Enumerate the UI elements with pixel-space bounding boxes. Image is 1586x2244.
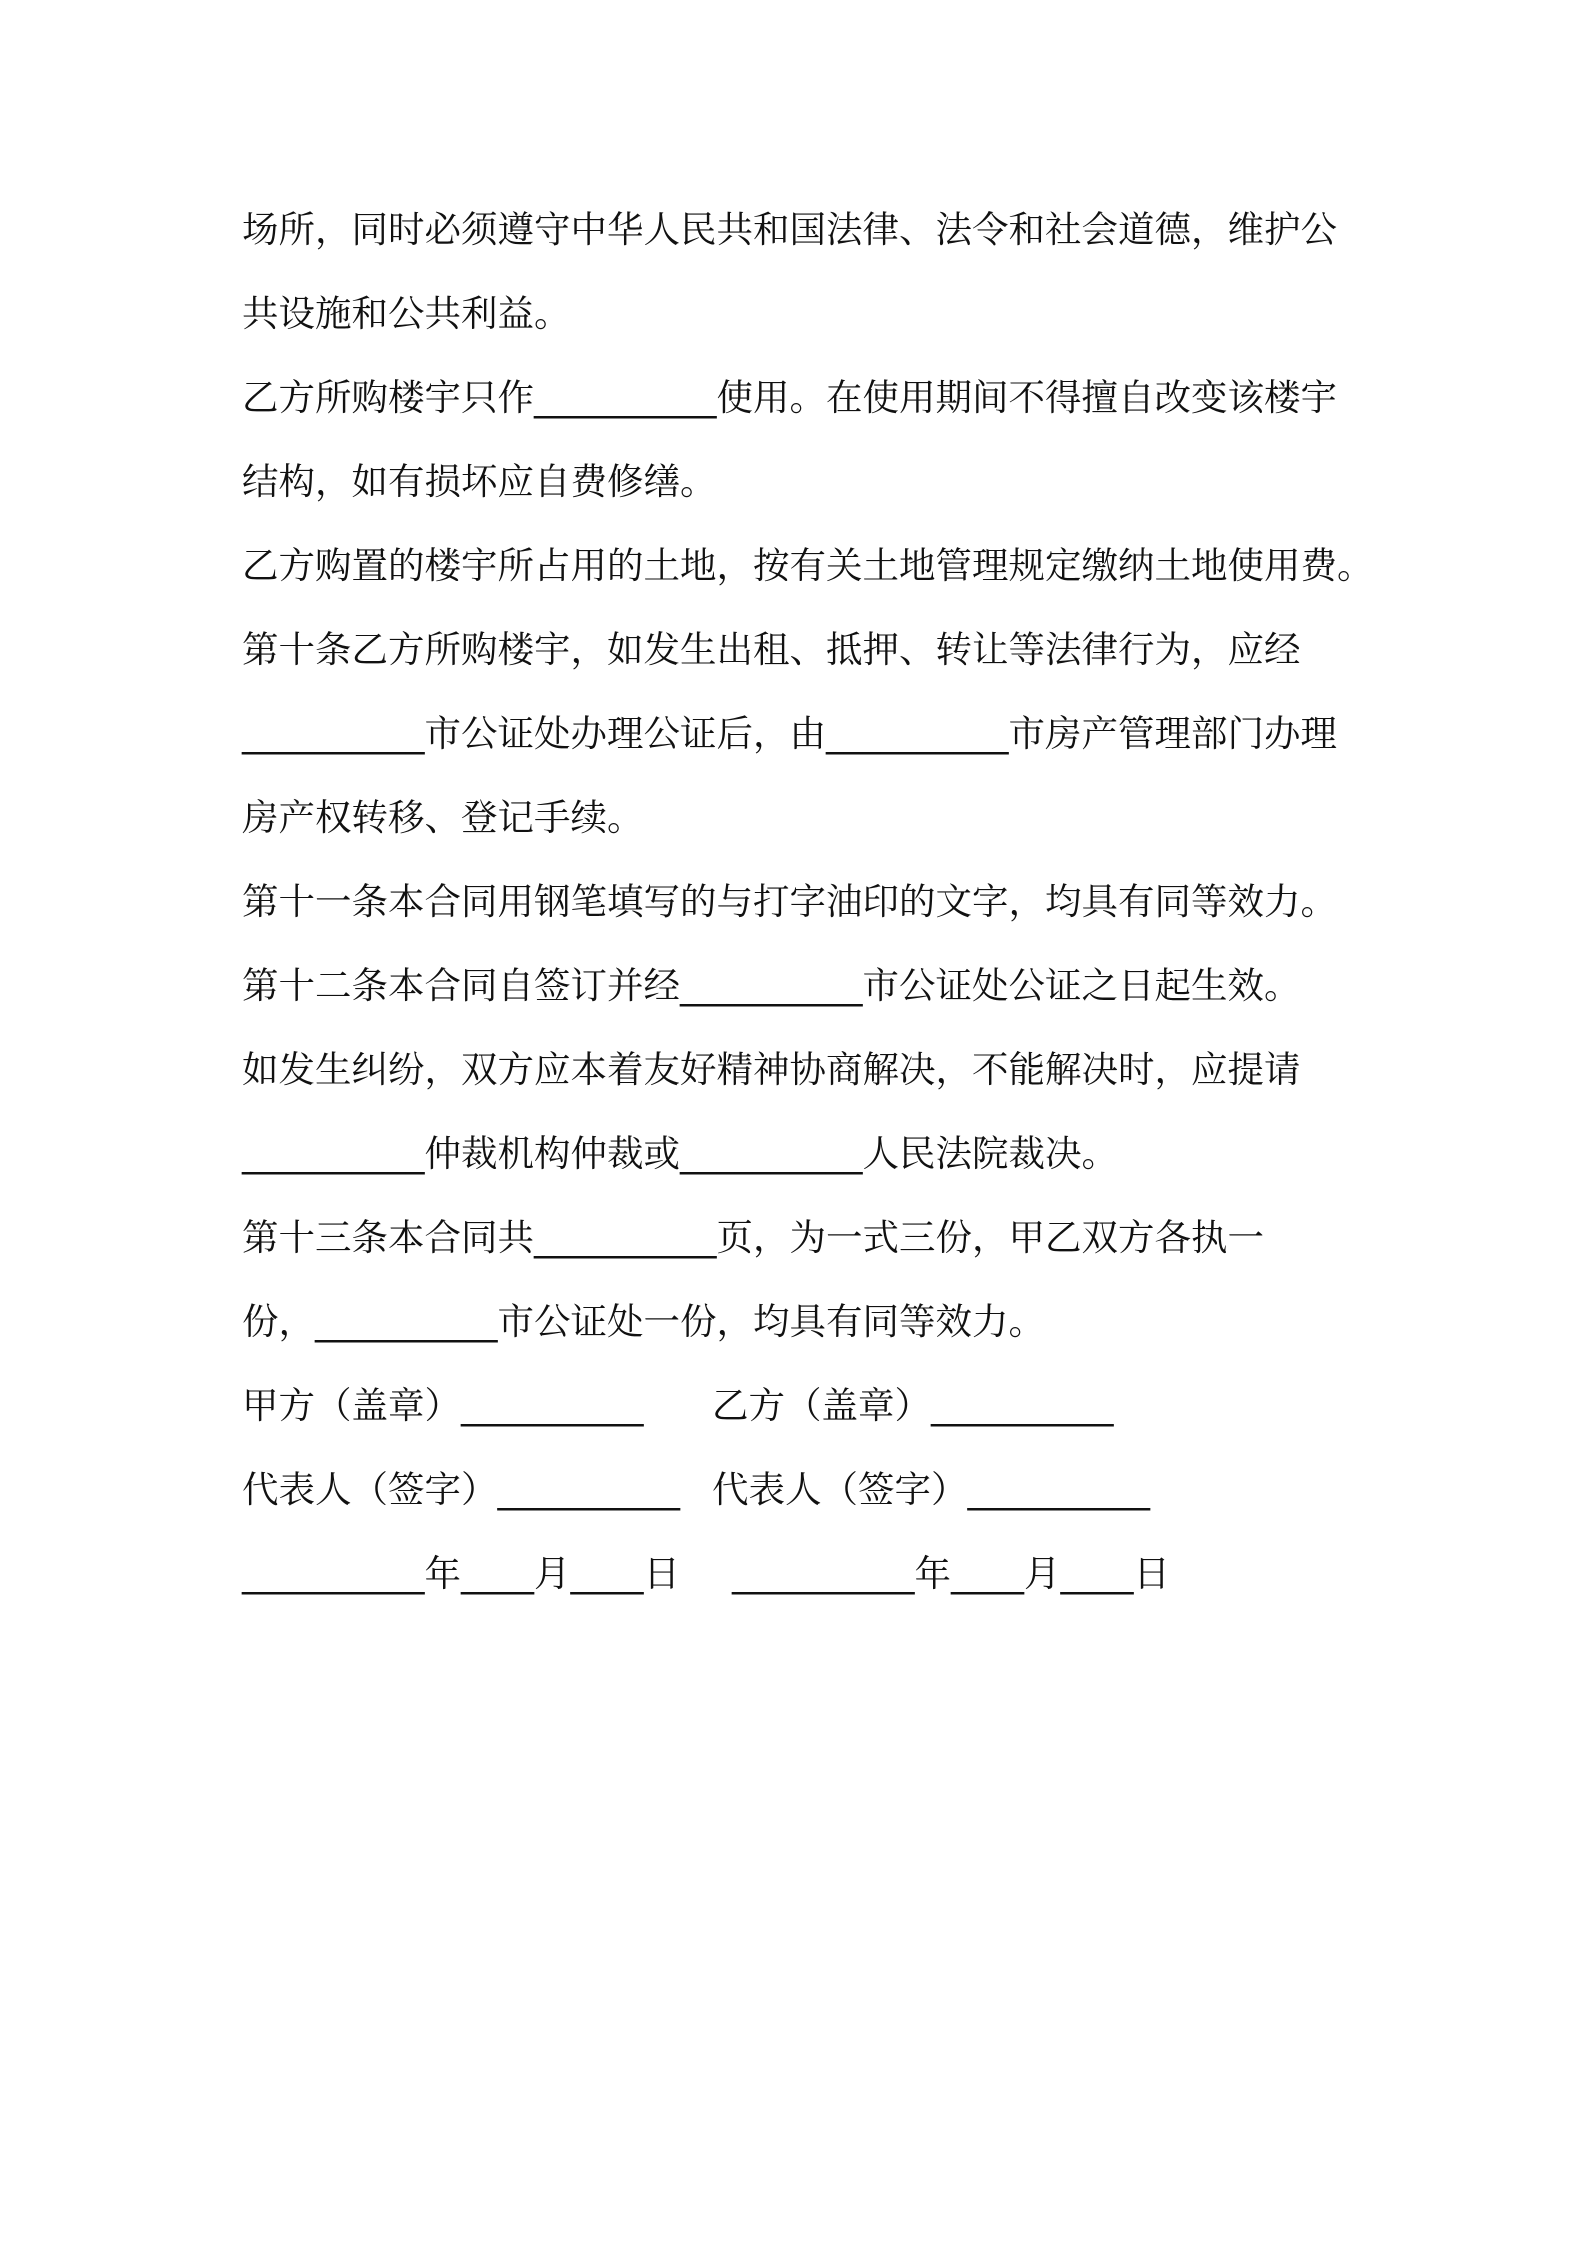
paragraph-line: 份，__________市公证处一份，均具有同等效力。 [242, 1300, 1045, 1343]
party-b-representative: 代表人（签字）__________ [712, 1468, 1150, 1511]
party-b-date: __________年____月____日 [732, 1552, 1170, 1595]
paragraph-line: 共设施和公共利益。 [242, 292, 571, 335]
paragraph-line: 房产权转移、登记手续。 [242, 796, 644, 839]
paragraph-line: __________市公证处办理公证后，由__________市房产管理部门办理 [242, 712, 1337, 755]
article-13-line: 第十三条本合同共__________页，为一式三份，甲乙双方各执一 [242, 1216, 1264, 1259]
party-a-representative: 代表人（签字）__________ [242, 1468, 680, 1511]
paragraph-line: 乙方所购楼宇只作__________使用。在使用期间不得擅自改变该楼宇 [242, 376, 1337, 419]
article-10-line: 第十条乙方所购楼宇，如发生出租、抵押、转让等法律行为，应经 [242, 628, 1301, 671]
paragraph-line: 场所，同时必须遵守中华人民共和国法律、法令和社会道德，维护公 [242, 208, 1337, 251]
paragraph-line: 结构，如有损坏应自费修缮。 [242, 460, 717, 503]
paragraph-line: __________仲裁机构仲裁或__________人民法院裁决。 [242, 1132, 1118, 1175]
party-b-seal: 乙方（盖章）__________ [712, 1384, 1114, 1427]
paragraph-line: 乙方购置的楼宇所占用的土地，按有关土地管理规定缴纳土地使用费。 [242, 544, 1374, 587]
party-a-date: __________年____月____日 [242, 1552, 680, 1595]
party-a-seal: 甲方（盖章）__________ [242, 1384, 644, 1427]
article-11-line: 第十一条本合同用钢笔填写的与打字油印的文字，均具有同等效力。 [242, 880, 1337, 923]
paragraph-line: 如发生纠纷，双方应本着友好精神协商解决，不能解决时，应提请 [242, 1048, 1301, 1091]
article-12-line: 第十二条本合同自签订并经__________市公证处公证之日起生效。 [242, 964, 1301, 1007]
